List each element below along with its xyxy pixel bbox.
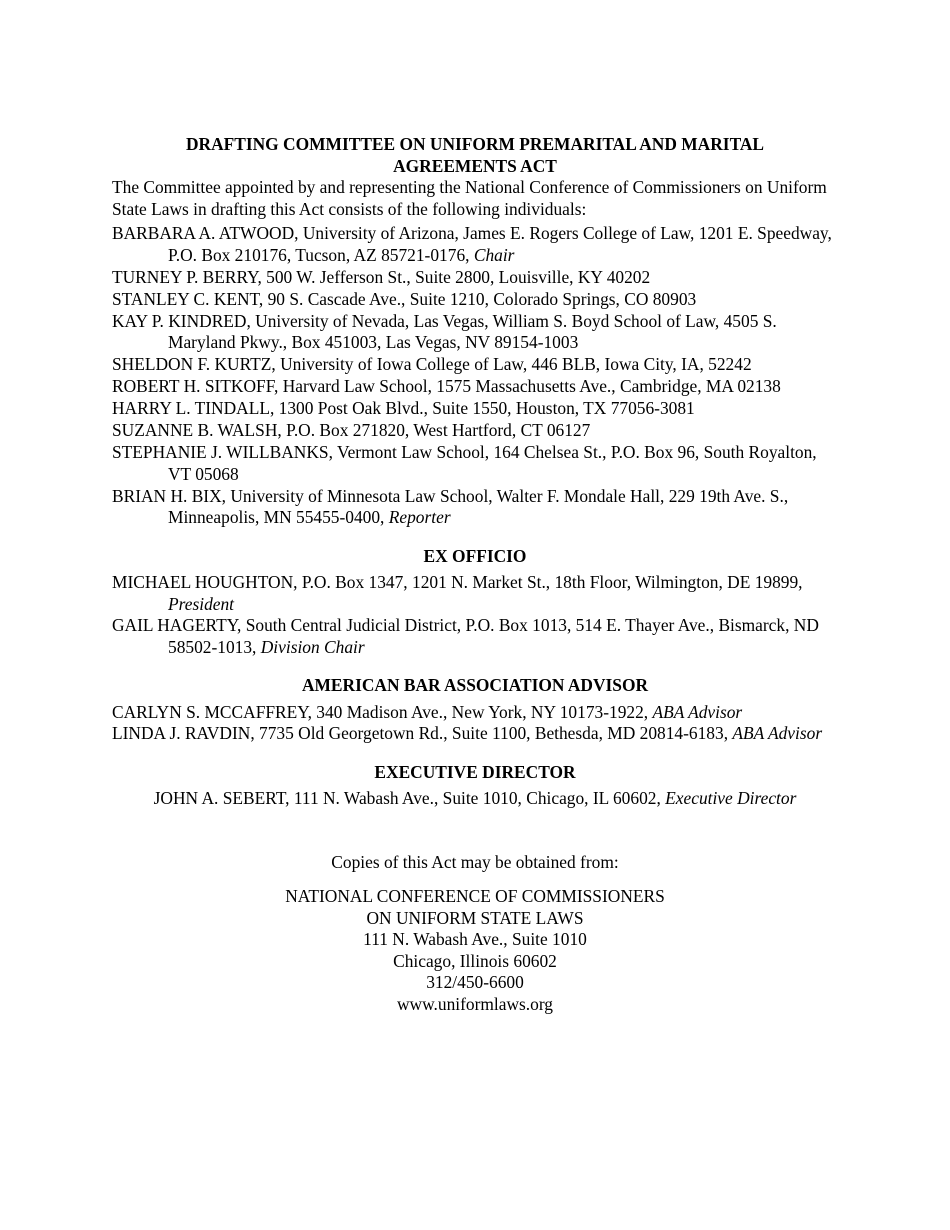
committee-member <box>112 354 838 376</box>
ex-officio-member <box>112 615 838 658</box>
aba-advisor-member <box>112 702 838 724</box>
committee-member <box>112 420 838 442</box>
member-role: ABA Advisor <box>652 701 743 722</box>
ex-officio-section <box>112 546 838 659</box>
committee-member <box>112 486 838 529</box>
member-text: BARBARA A. ATWOOD, University of Arizona, James E. Rogers College of Law, 1201 E. Speedway, P.O. Box 210176, Tucson, AZ 85721-0176, <box>112 223 832 265</box>
committee-member <box>112 267 838 289</box>
committee-member <box>112 311 838 354</box>
org-line: 111 N. Wabash Ave., Suite 1010 <box>363 929 587 949</box>
member-text: SUZANNE B. WALSH, P.O. Box 271820, West Hartford, CT 06127 <box>112 420 591 440</box>
member-text: HARRY L. TINDALL, 1300 Post Oak Blvd., Suite 1550, Houston, TX 77056-3081 <box>112 398 695 418</box>
member-text: STEPHANIE J. WILLBANKS, Vermont Law School, 164 Chelsea St., P.O. Box 96, South Royalton, VT 05068 <box>112 442 817 484</box>
committee-intro: The Committee appointed by and representing the National Conference of Commissioners on Uniform State Laws in drafting this Act consists of the following individuals: <box>112 177 827 219</box>
executive-director-entry <box>112 788 838 810</box>
aba-advisor-section <box>112 675 838 745</box>
member-text: BRIAN H. BIX, University of Minnesota Law School, Walter F. Mondale Hall, 229 19th Ave. S., Minneapolis, MN 55455-0400, <box>112 485 789 527</box>
ex-officio-member <box>112 572 838 615</box>
member-text: LINDA J. RAVDIN, 7735 Old Georgetown Rd., Suite 1100, Bethesda, MD 20814-6183, <box>112 723 733 743</box>
member-text: TURNEY P. BERRY, 500 W. Jefferson St., Suite 2800, Louisville, KY 40202 <box>112 266 651 287</box>
org-line: 312/450-6600 <box>426 972 524 992</box>
committee-member <box>112 376 838 398</box>
member-text: STANLEY C. KENT, 90 S. Cascade Ave., Suite 1210, Colorado Springs, CO 80903 <box>112 288 697 309</box>
org-line: ON UNIFORM STATE LAWS <box>366 907 584 928</box>
member-role: ABA Advisor <box>732 723 823 743</box>
org-line: NATIONAL CONFERENCE OF COMMISSIONERS <box>285 886 665 906</box>
member-role: Chair <box>473 244 515 265</box>
copies-note: Copies of this Act may be obtained from: <box>331 851 619 872</box>
executive-director-section <box>112 762 838 810</box>
member-text: GAIL HAGERTY, South Central Judicial District, P.O. Box 1013, 514 E. Thayer Ave., Bismarck, ND 58502-1013, <box>112 615 819 657</box>
member-role: Reporter <box>388 507 451 527</box>
member-text: ROBERT H. SITKOFF, Harvard Law School, 1575 Massachusetts Ave., Cambridge, MA 02138 <box>112 376 781 396</box>
member-text: SHELDON F. KURTZ, University of Iowa College of Law, 446 BLB, Iowa City, IA, 52242 <box>112 354 752 374</box>
organization-address-block <box>112 886 838 1015</box>
org-website-link[interactable]: www.uniformlaws.org <box>396 993 553 1014</box>
member-role: President <box>168 593 235 614</box>
member-text: JOHN A. SEBERT, 111 N. Wabash Ave., Suite 1010, Chicago, IL 60602, <box>153 788 666 808</box>
committee-member <box>112 398 838 420</box>
committee-member <box>112 442 838 485</box>
org-line: Chicago, Illinois 60602 <box>393 950 557 971</box>
committee-title <box>112 134 838 177</box>
committee-title-line-2: AGREEMENTS ACT <box>393 155 557 176</box>
executive-director-title: EXECUTIVE DIRECTOR <box>374 761 576 782</box>
ex-officio-title: EX OFFICIO <box>423 545 527 566</box>
committee-member <box>112 289 838 311</box>
committee-title-line-1: DRAFTING COMMITTEE ON UNIFORM PREMARITAL AND MARITAL <box>185 134 765 154</box>
committee-members-list <box>112 223 838 529</box>
member-text: MICHAEL HOUGHTON, P.O. Box 1347, 1201 N. Market St., 18th Floor, Wilmington, DE 19899, <box>112 572 803 592</box>
aba-advisor-member <box>112 723 838 745</box>
committee-member <box>112 223 838 266</box>
aba-advisor-title: AMERICAN BAR ASSOCIATION ADVISOR <box>301 675 649 695</box>
member-text: CARLYN S. MCCAFFREY, 340 Madison Ave., New York, NY 10173-1922, <box>112 701 653 722</box>
member-text: KAY P. KINDRED, University of Nevada, Las Vegas, William S. Boyd School of Law, 4505 S. Maryland Pkwy., Box 451003, Las Vegas, NV 89154-1003 <box>112 310 777 352</box>
member-role: Executive Director <box>665 788 797 808</box>
member-role: Division Chair <box>260 636 365 657</box>
